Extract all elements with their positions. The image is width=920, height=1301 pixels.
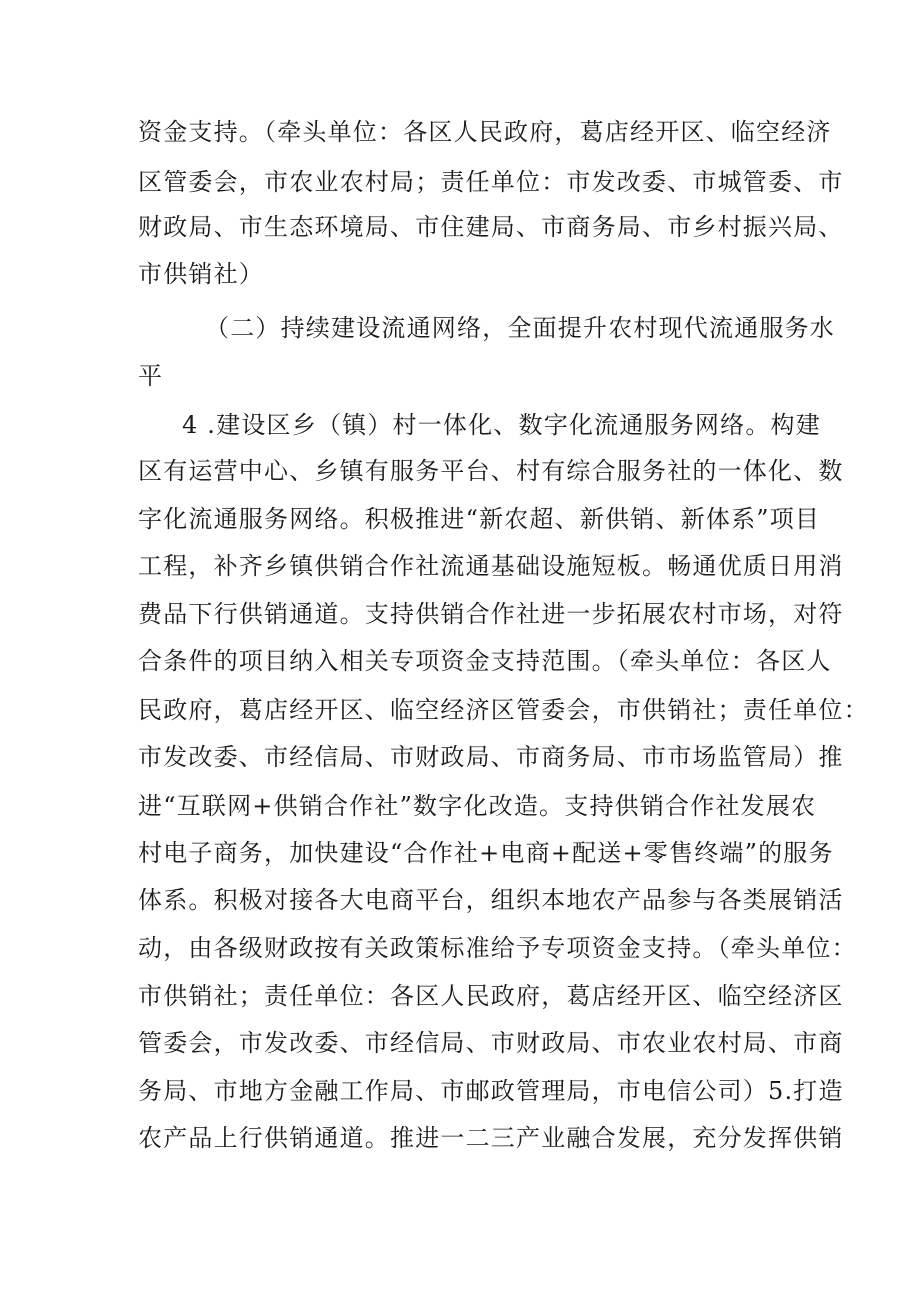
item-heading-line: 4 .建设区乡（镇）村一体化、数字化流通服务网络。构建 (182, 411, 821, 439)
section-heading: （二）持续建设流通网络，全面提升农村现代流通服务水 (205, 314, 835, 342)
text-line: 务局、市地方金融工作局、市邮政管理局，市电信公司）5.打造 (138, 1077, 844, 1105)
text-line: 字化流通服务网络。积极推进“新农超、新供销、新体系”项目 (138, 505, 821, 533)
text-line: 管委会，市发改委、市经信局、市财政局、市农业农村局、市商 (138, 1029, 844, 1057)
section-heading-continuation: 平 (138, 362, 164, 390)
text-line: 区有运营中心、乡镇有服务平台、村有综合服务社的一体化、数 (138, 457, 844, 485)
text-line: 体系。积极对接各大电商平台，组织本地农产品参与各类展销活 (138, 886, 844, 914)
text-line: 村电子商务，加快建设“合作社+电商+配送+零售终端”的服务 (138, 839, 834, 867)
text-line: 市供销社） (138, 260, 264, 288)
text-line: 资金支持。（牵头单位：各区人民政府，葛店经开区、临空经济 (138, 118, 832, 146)
text-line: 市发改委、市经信局、市财政局、市商务局、市市场监管局）推 (138, 743, 844, 771)
text-line: 合条件的项目纳入相关专项资金支持范围。（牵头单位：各区人 (138, 647, 832, 675)
text-line: 区管委会，市农业农村局；责任单位：市发改委、市城管委、市 (138, 168, 844, 196)
text-line: 财政局、市生态环境局、市住建局、市商务局、市乡村振兴局、 (138, 213, 844, 241)
text-line: 民政府，葛店经开区、临空经济区管委会，市供销社；责任单位： (138, 696, 869, 724)
text-line: 农产品上行供销通道。推进一二三产业融合发展，充分发挥供销 (138, 1124, 844, 1152)
text-line: 市供销社；责任单位：各区人民政府，葛店经开区、临空经济区 (138, 982, 844, 1010)
text-line: 费品下行供销通道。支持供销合作社进一步拓展农村市场，对符 (138, 600, 844, 628)
text-line: 进“互联网+供销合作社”数字化改造。支持供销合作社发展农 (138, 792, 817, 820)
text-line: 动，由各级财政按有关政策标准给予专项资金支持。（牵头单位： (138, 934, 857, 962)
text-line: 工程，补齐乡镇供销合作社流通基础设施短板。畅通优质日用消 (138, 552, 844, 580)
